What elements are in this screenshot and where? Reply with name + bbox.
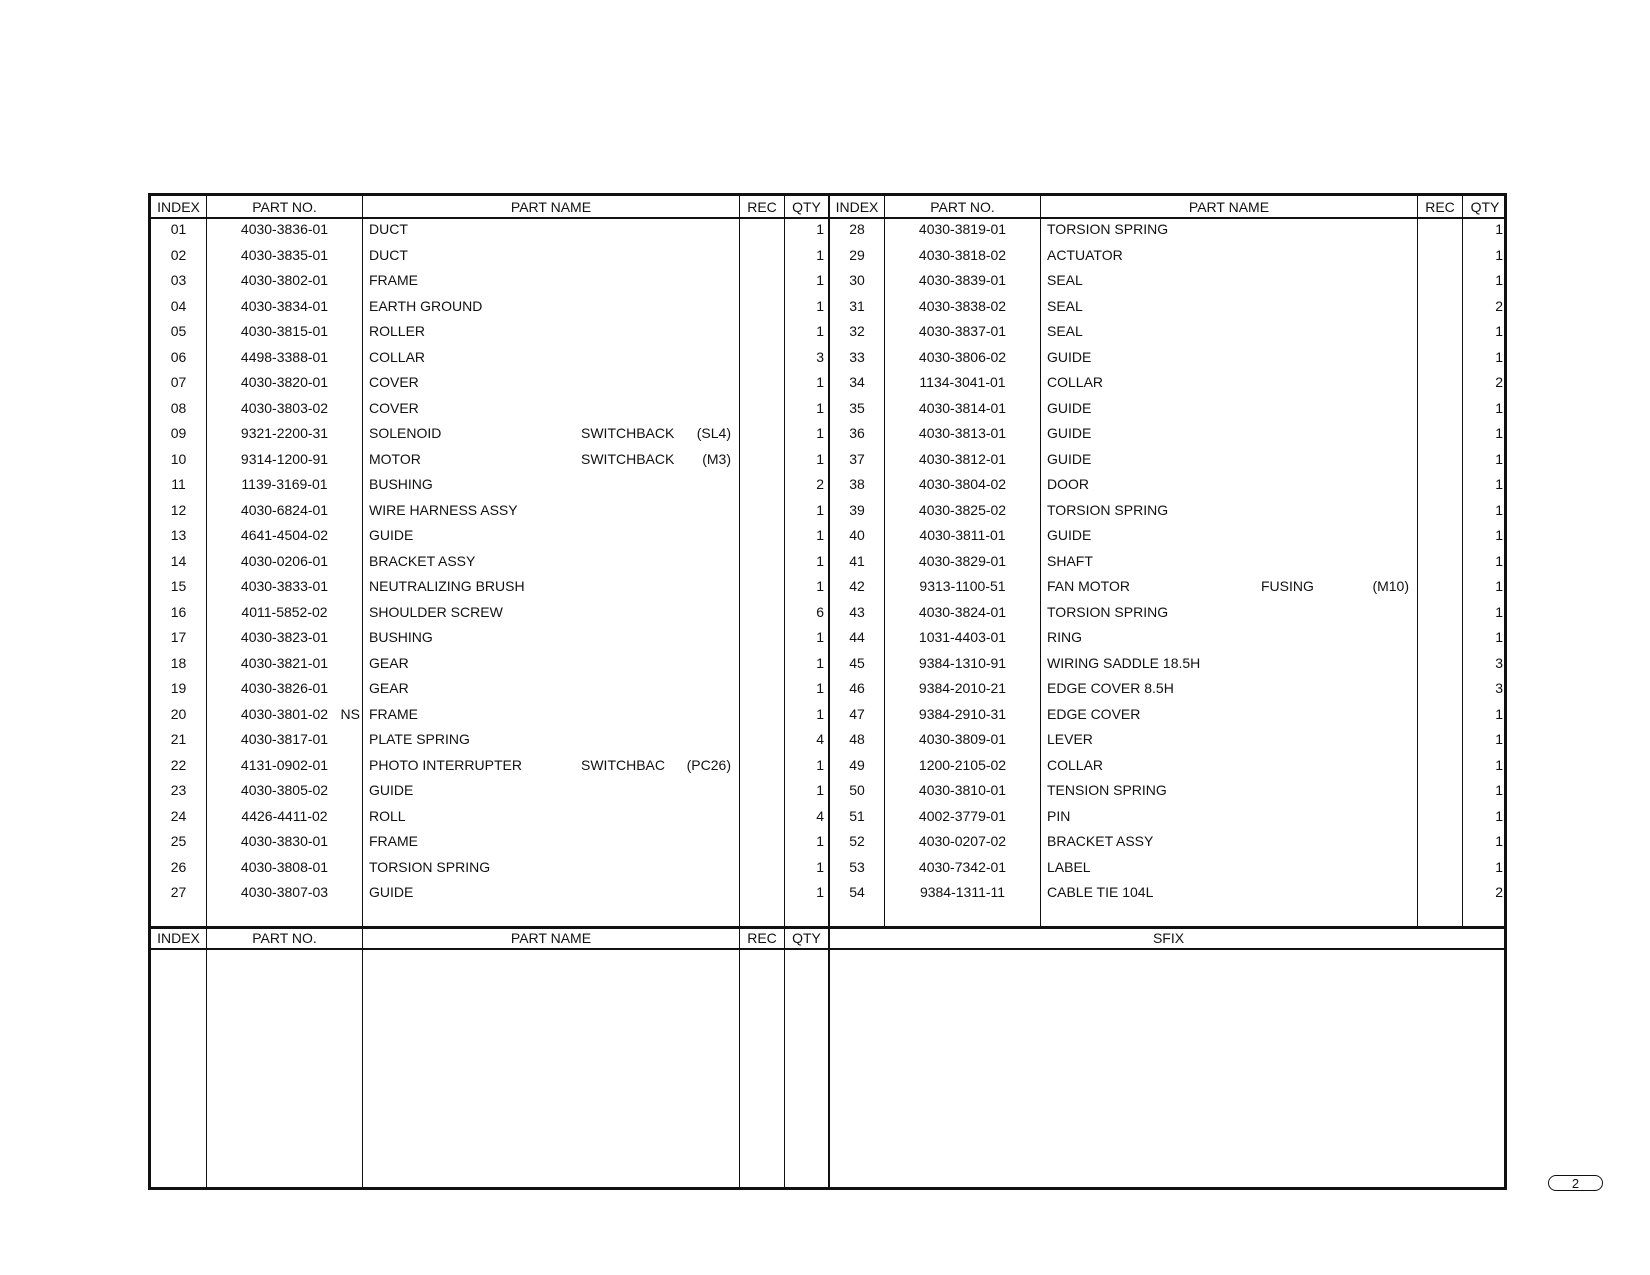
header-index: INDEX: [835, 199, 879, 215]
row-part-name: DOOR: [1047, 476, 1089, 492]
row-part-no: 9321-2200-31: [240, 425, 329, 441]
row-index: 29: [849, 246, 865, 263]
row-index: 17: [170, 629, 187, 645]
row-qty: 2: [1495, 374, 1503, 390]
row-part-name: SEAL: [1047, 297, 1083, 314]
row-part-name: PLATE SPRING: [369, 731, 470, 747]
row-index: 54: [849, 884, 865, 900]
row-part-name: FAN MOTOR: [1047, 578, 1130, 594]
row-qty: 1: [816, 705, 824, 722]
col-divider: [1040, 196, 1041, 926]
header-rec: REC: [747, 930, 777, 946]
row-index: 08: [170, 399, 187, 416]
row-part-no: 4030-3826-01: [240, 680, 329, 696]
row-part-name: ROLL: [369, 807, 406, 824]
row-qty: 1: [816, 680, 824, 696]
row-part-name: GUIDE: [369, 782, 414, 798]
row-part-name: BRACKET ASSY: [1047, 833, 1154, 849]
row-qty: 1: [1495, 807, 1503, 824]
row-part-no: 4030-3807-03: [240, 884, 329, 900]
row-part-name: TORSION SPRING: [1047, 603, 1169, 620]
row-index: 01: [170, 221, 187, 237]
row-part-name: GUIDE: [369, 884, 414, 900]
row-qty: 1: [816, 297, 824, 314]
row-qty: 1: [816, 246, 824, 263]
row-part-name: EDGE COVER: [1047, 705, 1141, 722]
row-index: 03: [170, 272, 187, 288]
header-part-no: PART NO.: [252, 199, 317, 215]
row-index: 41: [849, 552, 865, 569]
row-qty: 1: [1495, 425, 1503, 441]
row-description: SWITCHBACK: [581, 450, 675, 467]
row-part-name: BUSHING: [369, 476, 433, 492]
row-part-no: 4011-5852-02: [241, 603, 328, 620]
row-part-no: 1031-4403-01: [918, 629, 1007, 645]
row-part-name: FRAME: [369, 272, 418, 288]
row-part-no: 9384-2010-21: [918, 680, 1007, 696]
row-qty: 1: [816, 756, 824, 773]
row-index: 46: [849, 680, 865, 696]
row-part-name: PIN: [1047, 807, 1071, 824]
row-code: (M10): [1372, 578, 1409, 594]
row-qty: 6: [816, 603, 824, 620]
row-part-no: 4030-6824-01: [240, 501, 329, 518]
row-part-name: SHAFT: [1047, 552, 1093, 569]
row-index: 22: [170, 756, 187, 773]
row-part-name: GEAR: [369, 680, 409, 696]
row-part-no: 9314-1200-91: [240, 450, 329, 467]
row-qty: 1: [1495, 603, 1503, 620]
col-divider: [739, 196, 740, 1187]
row-index: 09: [170, 425, 187, 441]
row-part-name: NEUTRALIZING BRUSH: [369, 578, 525, 594]
row-index: 13: [170, 527, 187, 543]
row-index: 19: [170, 680, 187, 696]
row-part-name: MOTOR: [369, 450, 421, 467]
row-index: 16: [170, 603, 187, 620]
row-index: 25: [170, 833, 187, 849]
row-index: 38: [849, 476, 865, 492]
row-part-name: PHOTO INTERRUPTER: [369, 756, 522, 773]
row-part-name: GUIDE: [369, 527, 414, 543]
row-index: 20: [170, 705, 187, 722]
row-index: 31: [849, 297, 865, 314]
row-part-no: 9384-1310-91: [918, 654, 1007, 671]
row-description: FUSING: [1261, 578, 1314, 594]
row-qty: 1: [1495, 476, 1503, 492]
row-qty: 1: [1495, 705, 1503, 722]
row-index: 27: [170, 884, 187, 900]
row-qty: 3: [1495, 654, 1503, 671]
row-qty: 1: [1495, 323, 1503, 339]
row-qty: 1: [816, 450, 824, 467]
row-part-no: 4030-3825-02: [918, 501, 1007, 518]
row-qty: 1: [816, 629, 824, 645]
row-part-name: BRACKET ASSY: [369, 552, 476, 569]
row-part-no: 4030-3811-01: [919, 527, 1006, 543]
row-qty: 4: [816, 731, 824, 747]
row-part-no: 4030-3834-01: [240, 297, 329, 314]
row-index: 07: [170, 374, 187, 390]
row-qty: 1: [816, 884, 824, 900]
row-part-no: 4002-3779-01: [918, 807, 1007, 824]
row-part-name: BUSHING: [369, 629, 433, 645]
row-index: 42: [849, 578, 865, 594]
row-index: 06: [170, 348, 187, 365]
row-part-no: 4030-3821-01: [240, 654, 329, 671]
row-index: 28: [849, 221, 865, 237]
col-divider: [362, 196, 363, 1187]
row-part-no: 4498-3388-01: [240, 348, 329, 365]
header-part-name: PART NAME: [510, 199, 592, 215]
row-qty: 1: [816, 527, 824, 543]
row-part-no: 4030-3838-02: [918, 297, 1007, 314]
row-part-name: LABEL: [1047, 858, 1091, 875]
header-qty: QTY: [1470, 199, 1500, 215]
row-index: 18: [170, 654, 187, 671]
row-part-no: 4030-3815-01: [240, 323, 329, 339]
row-part-no: 4030-3829-01: [918, 552, 1007, 569]
row-index: 39: [849, 501, 865, 518]
row-part-name: GUIDE: [1047, 450, 1092, 467]
row-index: 24: [170, 807, 187, 824]
row-qty: 1: [816, 654, 824, 671]
row-part-name: WIRING SADDLE 18.5H: [1047, 654, 1201, 671]
row-part-no: 4426-4411-02: [241, 807, 328, 824]
row-qty: 1: [816, 501, 824, 518]
row-index: 30: [849, 272, 865, 288]
row-part-no: 4641-4504-02: [240, 527, 329, 543]
row-index: 15: [170, 578, 187, 594]
row-part-no: 4030-7342-01: [918, 858, 1007, 875]
row-qty: 1: [816, 425, 824, 441]
row-qty: 1: [1495, 552, 1503, 569]
row-qty: 1: [1495, 578, 1503, 594]
row-qty: 2: [1495, 297, 1503, 314]
row-qty: 1: [1495, 527, 1503, 543]
row-index: 04: [170, 297, 187, 314]
row-index: 52: [849, 833, 865, 849]
row-part-name: EARTH GROUND: [369, 297, 483, 314]
header-part-no: PART NO.: [252, 930, 317, 946]
row-qty: 1: [1495, 756, 1503, 773]
header-part-no: PART NO.: [930, 199, 995, 215]
row-qty: 1: [816, 858, 824, 875]
row-description: SWITCHBACK: [581, 425, 675, 441]
row-index: 47: [849, 705, 865, 722]
row-qty: 1: [816, 374, 824, 390]
header-part-name: PART NAME: [1188, 199, 1270, 215]
row-qty: 1: [1495, 629, 1503, 645]
row-index: 36: [849, 425, 865, 441]
row-part-name: CABLE TIE 104L: [1047, 884, 1154, 900]
row-part-name: TORSION SPRING: [1047, 221, 1169, 237]
row-part-name: TORSION SPRING: [369, 858, 491, 875]
row-index: 50: [849, 782, 865, 798]
row-index: 12: [170, 501, 187, 518]
row-part-name: ACTUATOR: [1047, 246, 1123, 263]
row-index: 49: [849, 756, 865, 773]
row-part-name: COLLAR: [369, 348, 426, 365]
header-rec: REC: [1425, 199, 1455, 215]
header-qty: QTY: [792, 930, 821, 946]
row-index: 35: [849, 399, 865, 416]
row-index: 14: [170, 552, 187, 569]
row-index: 05: [170, 323, 187, 339]
row-qty: 2: [816, 476, 824, 492]
row-index: 44: [849, 629, 865, 645]
row-qty: 1: [1495, 246, 1503, 263]
row-part-no: 4030-3803-02: [240, 399, 329, 416]
row-qty: 1: [1495, 731, 1503, 747]
row-qty: 1: [816, 221, 824, 237]
row-part-no: 4030-3820-01: [240, 374, 329, 390]
row-description: SWITCHBAC: [581, 756, 665, 773]
row-part-name: SHOULDER SCREW: [369, 603, 503, 620]
row-part-no: 4030-3814-01: [918, 399, 1007, 416]
row-part-no: 4030-3808-01: [240, 858, 329, 875]
row-part-no: 9384-2910-31: [918, 705, 1007, 722]
row-index: 23: [170, 782, 187, 798]
row-part-name: ROLLER: [369, 323, 426, 339]
row-part-name: COLLAR: [1047, 374, 1104, 390]
col-divider: [1417, 196, 1418, 926]
row-index: 33: [849, 348, 865, 365]
row-part-no: 4030-3818-02: [918, 246, 1007, 263]
row-qty: 1: [1495, 833, 1503, 849]
row-qty: 4: [816, 807, 824, 824]
row-qty: 1: [1495, 782, 1503, 798]
row-part-no: 4030-3804-02: [918, 476, 1007, 492]
row-part-no: 4030-3819-01: [918, 221, 1007, 237]
row-part-name: EDGE COVER 8.5H: [1047, 680, 1174, 696]
row-part-no: 9313-1100-51: [919, 578, 1006, 594]
row-qty: 1: [816, 272, 824, 288]
header-part-name: PART NAME: [510, 930, 592, 946]
row-index: 45: [849, 654, 865, 671]
row-part-no: 4030-3836-01: [240, 221, 329, 237]
header-qty: QTY: [792, 199, 821, 215]
row-qty: 3: [1495, 680, 1503, 696]
row-index: 34: [849, 374, 865, 390]
row-index: 40: [849, 527, 865, 543]
row-part-no: 4030-0206-01: [240, 552, 329, 569]
row-qty: 1: [1495, 501, 1503, 518]
row-part-name: GUIDE: [1047, 425, 1092, 441]
row-part-name: GEAR: [369, 654, 409, 671]
row-qty: 2: [1495, 884, 1503, 900]
row-part-name: DUCT: [369, 246, 408, 263]
row-part-name: COVER: [369, 399, 419, 416]
row-qty: 1: [816, 833, 824, 849]
row-qty: 3: [816, 348, 824, 365]
row-qty: 1: [1495, 450, 1503, 467]
row-qty: 1: [816, 399, 824, 416]
row-index: 37: [849, 450, 865, 467]
row-index: 32: [849, 323, 865, 339]
row-qty: 1: [1495, 858, 1503, 875]
row-index: 02: [170, 246, 187, 263]
row-part-name: RING: [1047, 629, 1082, 645]
row-index: 48: [849, 731, 865, 747]
row-part-name: SOLENOID: [369, 425, 442, 441]
page-number: 2: [1548, 1175, 1603, 1191]
row-part-no: 9384-1311-11: [919, 884, 1006, 900]
row-part-no: 4030-0207-02: [918, 833, 1007, 849]
row-part-name: SEAL: [1047, 323, 1083, 339]
row-index: 21: [170, 731, 187, 747]
row-code: (PC26): [686, 756, 731, 773]
header-index: INDEX: [157, 930, 200, 946]
row-qty: 1: [816, 552, 824, 569]
header-rec: REC: [747, 199, 777, 215]
row-part-no: 4030-3833-01: [240, 578, 329, 594]
row-qty: 1: [1495, 221, 1503, 237]
row-part-name: SEAL: [1047, 272, 1083, 288]
row-part-no: 4030-3824-01: [918, 603, 1007, 620]
row-qty: 1: [816, 782, 824, 798]
row-part-no: 4030-3839-01: [918, 272, 1007, 288]
row-part-no: 4030-3810-01: [918, 782, 1007, 798]
row-qty: 1: [1495, 348, 1503, 365]
row-qty: 1: [816, 578, 824, 594]
row-part-no: 4030-3813-01: [918, 425, 1007, 441]
row-part-no: 4030-3809-01: [918, 731, 1007, 747]
row-part-name: LEVER: [1047, 731, 1093, 747]
row-part-name: COLLAR: [1047, 756, 1104, 773]
row-part-name: TENSION SPRING: [1047, 782, 1167, 798]
row-index: 53: [849, 858, 865, 875]
row-part-name: GUIDE: [1047, 527, 1092, 543]
row-part-no: 4131-0902-01: [240, 756, 329, 773]
row-part-no: 4030-3801-02: [240, 705, 329, 722]
row-qty: 1: [816, 323, 824, 339]
row-part-name: GUIDE: [1047, 348, 1092, 365]
row-part-name: WIRE HARNESS ASSY: [369, 501, 518, 518]
row-part-no: 4030-3823-01: [240, 629, 329, 645]
row-index: 11: [171, 476, 186, 492]
row-part-no: 4030-3835-01: [240, 246, 329, 263]
row-part-no: 4030-3817-01: [240, 731, 329, 747]
row-index: 51: [849, 807, 865, 824]
row-part-no: 1139-3169-01: [241, 476, 328, 492]
row-qty: 1: [1495, 399, 1503, 416]
row-qty: 1: [1495, 272, 1503, 288]
row-part-name: FRAME: [369, 705, 418, 722]
row-part-no: 4030-3837-01: [918, 323, 1007, 339]
parts-list-sheet: [148, 193, 1507, 1190]
row-index: 10: [170, 450, 187, 467]
row-part-name: FRAME: [369, 833, 418, 849]
header-sfix: SFIX: [1152, 930, 1185, 946]
row-part-name: COVER: [369, 374, 419, 390]
row-part-no: 4030-3805-02: [240, 782, 329, 798]
row-mark: NS: [340, 705, 360, 722]
row-part-name: DUCT: [369, 221, 408, 237]
row-index: 43: [849, 603, 865, 620]
row-part-name: TORSION SPRING: [1047, 501, 1169, 518]
row-part-no: 4030-3830-01: [240, 833, 329, 849]
row-code: (SL4): [696, 425, 731, 441]
header-index: INDEX: [157, 199, 200, 215]
row-part-no: 4030-3812-01: [918, 450, 1007, 467]
row-part-no: 1200-2105-02: [918, 756, 1007, 773]
row-part-name: GUIDE: [1047, 399, 1092, 416]
row-part-no: 4030-3802-01: [240, 272, 329, 288]
row-part-no: 4030-3806-02: [918, 348, 1007, 365]
row-index: 26: [170, 858, 187, 875]
row-part-no: 1134-3041-01: [919, 374, 1006, 390]
row-code: (M3): [702, 450, 731, 467]
